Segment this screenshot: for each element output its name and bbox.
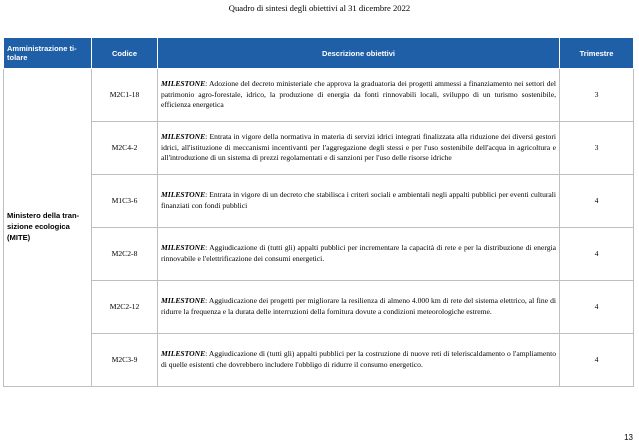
description-cell: [158, 281, 560, 334]
table-row: [4, 281, 634, 334]
document-title: Quadro di sintesi degli obiettivi al 31 dicembre 2022: [228, 3, 411, 13]
milestone-label: MILESTONE: [161, 78, 206, 88]
description-text: : Aggiudicazione dei progetti per migliorare la resilienza di almeno 4.000 km di rete del sistema elettrico, al fine di ridurre la frequenza e la durata delle interruzioni della fornitura dovute a condizioni meteorologiche estreme.: [161, 296, 556, 316]
description-text: : Entrata in vigore della normativa in materia di servizi idrici integrati finalizzata alla riduzione dei diversi gestori idrici, all'istituzione di meccanismi incentivanti per l'aggregazione degli stessi e per l'uso sostenibile dell'acqua in agricoltura e all'introduzione di un sistema di prezzi regolamentati e di sanzioni per l'uso delle risorse idriche: [161, 131, 556, 163]
milestone-label: MILESTONE: [161, 296, 206, 306]
table-row: [4, 175, 634, 228]
description-cell: [158, 334, 560, 387]
table-row: [4, 122, 634, 175]
description-text: : Entrata in vigore di un decreto che stabilisca i criteri sociali e ambientali negli appalti pubblici per eventi culturali finanziati con fondi pubblici: [161, 190, 556, 210]
milestone-label: MILESTONE: [161, 131, 206, 141]
description-cell: [158, 175, 560, 228]
table-row: [4, 228, 634, 281]
description-cell: [158, 122, 560, 175]
code-cell: M2C3-9: [92, 334, 158, 387]
milestone-label: MILESTONE: [161, 349, 206, 359]
code-cell: M1C3-6: [92, 175, 158, 228]
table-row: [4, 69, 634, 122]
header-admin: Amministrazione ti-tolare: [4, 38, 92, 69]
table-header-row: [4, 38, 634, 69]
quarter-cell: 3: [560, 69, 634, 122]
code-cell: M2C2-12: [92, 281, 158, 334]
quarter-cell: 4: [560, 334, 634, 387]
description-text: : Aggiudicazione di (tutti gli) appalti pubblici per la costruzione di nuove reti di teleriscaldamento o l'ampliamento di quelle esistenti che dovrebbero includere l'obbligo di ridurre il consumo energetico.: [161, 349, 556, 369]
quarter-cell: 4: [560, 281, 634, 334]
milestone-label: MILESTONE: [161, 190, 206, 200]
code-cell: M2C2-8: [92, 228, 158, 281]
description-cell: [158, 69, 560, 122]
quarter-cell: 4: [560, 228, 634, 281]
description-text: : Adozione del decreto ministeriale che approva la graduatoria dei progetti ammessi a finanziamento nei settori del patrimonio agro-forestale, idrico, la produzione di energia da fonti rinnovabili locali, sviluppo di un turismo sostenibile, efficienza energetica: [161, 78, 556, 110]
header-description: Descrizione obiettivi: [158, 38, 560, 69]
objectives-table: [3, 37, 634, 387]
header-quarter: Trimestre: [560, 38, 634, 69]
code-cell: M2C4-2: [92, 122, 158, 175]
quarter-cell: 4: [560, 175, 634, 228]
description-text: : Aggiudicazione di (tutti gli) appalti pubblici per incrementare la capacità di rete e per la distribuzione di energia rinnovabile e l'elettrificazione dei consumi energetici.: [161, 243, 556, 263]
administration-cell: Ministero della tran-sizione ecologica (MITE): [4, 69, 92, 387]
table-row: [4, 334, 634, 387]
code-cell: M2C1-18: [92, 69, 158, 122]
quarter-cell: 3: [560, 122, 634, 175]
milestone-label: MILESTONE: [161, 243, 206, 253]
header-code: Codice: [92, 38, 158, 69]
description-cell: [158, 228, 560, 281]
page-number: 13: [624, 433, 633, 442]
